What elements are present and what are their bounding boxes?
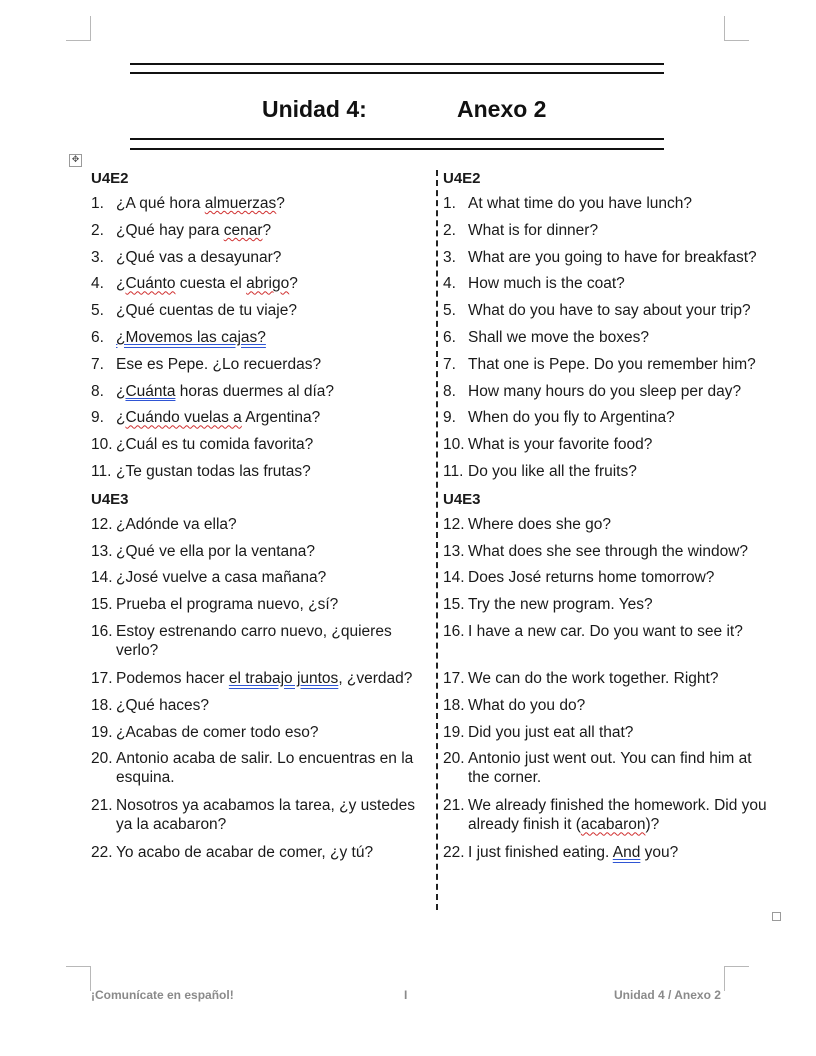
spanish-item (91, 382, 431, 401)
crop-mark-bottom-left (66, 966, 91, 991)
grammar-flag: And (612, 844, 641, 862)
item-text (468, 844, 678, 861)
text-segment: What do you have to say about your trip? (468, 302, 751, 320)
item-number: 9. (91, 409, 104, 427)
text-segment: ¿José vuelve a casa mañana? (116, 569, 327, 587)
title-unit: Unidad 4: (262, 96, 367, 122)
text-segment: ¿Cuál es tu comida favorita? (116, 436, 314, 454)
item-number: 3. (91, 248, 104, 266)
text-segment: ¿Qué haces? (116, 696, 210, 714)
table-move-handle-icon[interactable]: ✥ (69, 154, 82, 167)
item-text (116, 670, 412, 687)
item-number: 15. (91, 596, 113, 614)
item-text (116, 750, 413, 786)
spanish-item (91, 194, 431, 213)
footer-unit-annex: Unidad 4 / Anexo 2 (614, 988, 721, 1002)
spelling-flag: almuerzas (204, 195, 277, 212)
item-number: 17. (91, 669, 113, 687)
text-segment: Estoy estrenando carro nuevo, ¿quieres verlo? (116, 622, 392, 659)
spanish-item (91, 696, 431, 715)
text-segment: Antonio acaba de salir. Lo encuentras en la esquina. (116, 750, 414, 787)
text-segment: ? (262, 221, 272, 239)
item-number: 5. (91, 302, 104, 320)
text-segment: What does she see through the window? (468, 542, 749, 560)
section-heading-u4e3: U4E3 (443, 490, 481, 508)
item-number: 8. (91, 382, 104, 400)
item-number: 22. (443, 844, 465, 862)
text-segment: What do you do? (468, 696, 586, 714)
crop-mark-top-left (66, 16, 91, 41)
text-segment: ¿ (116, 382, 126, 400)
item-text (116, 329, 266, 346)
english-item (443, 515, 773, 534)
item-number: 15. (443, 596, 465, 614)
footer-book-title: ¡Comunícate en español! (91, 988, 234, 1002)
item-text (468, 222, 598, 239)
item-number: 13. (91, 542, 113, 560)
english-item (443, 843, 773, 862)
spanish-item (91, 749, 431, 787)
text-segment: ¿A qué hora (116, 195, 205, 212)
text-segment: I just finished eating. (468, 844, 613, 862)
item-text (468, 670, 718, 687)
section-heading-u4e3: U4E3 (91, 490, 129, 508)
text-segment: cuesta el (175, 275, 247, 293)
english-item (443, 568, 773, 587)
spanish-item (91, 796, 431, 834)
text-segment: ? (289, 275, 298, 293)
item-text (116, 409, 320, 426)
header-rule-top-2 (130, 72, 664, 74)
text-segment: How many hours do you sleep per day? (468, 382, 742, 400)
item-text (116, 724, 318, 741)
text-segment: What are you going to have for breakfast? (468, 248, 757, 266)
item-number: 12. (91, 515, 113, 533)
end-of-cell-mark (772, 912, 781, 921)
item-number: 10. (91, 436, 113, 454)
spelling-flag: Cuándo vuelas a (125, 409, 242, 427)
spanish-item (91, 408, 431, 427)
spanish-item (91, 723, 431, 742)
text-segment: At what time do you have lunch? (468, 195, 693, 212)
spanish-item (91, 221, 431, 240)
item-text (468, 724, 633, 741)
item-number: 10. (443, 436, 465, 454)
item-number: 20. (91, 750, 113, 768)
item-text (468, 797, 767, 833)
text-segment: horas duermes al día? (175, 382, 334, 400)
item-text (468, 596, 653, 613)
spanish-item (91, 568, 431, 587)
english-list-u4e2 (443, 194, 773, 481)
item-number: 2. (91, 221, 104, 239)
item-number: 12. (443, 515, 465, 533)
item-text (116, 516, 237, 533)
spelling-flag: abrigo (246, 275, 290, 293)
text-segment: ¿Acabas de comer todo eso? (116, 723, 319, 741)
english-item (443, 274, 773, 293)
spanish-item (91, 669, 431, 688)
spelling-flag: acabaron (580, 816, 646, 834)
text-segment: ¿Qué ve ella por la ventana? (116, 542, 316, 560)
crop-mark-top-right (724, 16, 749, 41)
spanish-item (91, 248, 431, 267)
text-segment: That one is Pepe. Do you remember him? (468, 355, 756, 373)
text-segment: ? (276, 195, 285, 212)
spanish-item (91, 595, 431, 614)
header-rule-top-1 (130, 63, 664, 65)
item-number: 14. (443, 569, 465, 587)
item-number: 14. (91, 569, 113, 587)
header-rule-bottom-2 (130, 148, 664, 150)
item-number: 13. (443, 542, 465, 560)
text-segment: We already finished the homework. Did you already finish it ( (468, 797, 767, 834)
item-number: 3. (443, 248, 456, 266)
title-annex: Anexo 2 (457, 96, 547, 122)
item-number: 6. (443, 328, 456, 346)
spanish-item (91, 355, 431, 374)
spanish-item (91, 515, 431, 534)
item-text (468, 275, 625, 292)
item-text (468, 383, 741, 400)
item-number: 11. (443, 462, 464, 480)
item-text (468, 302, 751, 319)
spanish-list-u4e3 (91, 515, 431, 863)
item-text (116, 697, 209, 714)
item-text (116, 302, 297, 319)
item-text (116, 463, 311, 480)
english-item (443, 408, 773, 427)
column-divider (436, 170, 438, 910)
english-item (443, 749, 773, 787)
english-item (443, 622, 773, 660)
english-item (443, 796, 773, 834)
item-text (468, 356, 756, 373)
item-text (116, 797, 415, 833)
text-segment: ¿Adónde va ella? (116, 515, 237, 533)
item-text (116, 569, 326, 586)
item-number: 19. (443, 723, 465, 741)
english-column (443, 168, 773, 870)
text-segment: )? (645, 816, 660, 834)
item-number: 7. (443, 355, 456, 373)
english-item (443, 382, 773, 401)
spanish-item (91, 301, 431, 320)
item-text (468, 329, 649, 346)
footer-page-number: I (404, 988, 408, 1002)
item-text (468, 516, 611, 533)
crop-mark-bottom-right (724, 966, 749, 991)
text-segment: What is for dinner? (468, 221, 599, 239)
item-number: 1. (443, 195, 456, 212)
english-item (443, 696, 773, 715)
english-item (443, 542, 773, 561)
item-number: 1. (91, 195, 104, 212)
text-segment: How much is the coat? (468, 275, 625, 293)
text-segment: Antonio just went out. You can find him at the corner. (468, 750, 752, 787)
text-segment: Ese es Pepe. ¿Lo recuerdas? (116, 355, 322, 373)
english-item (443, 194, 773, 213)
text-segment: ¿ (116, 409, 126, 427)
english-item (443, 462, 773, 481)
text-segment: Did you just eat all that? (468, 723, 634, 741)
item-number: 20. (443, 750, 465, 768)
text-segment: We can do the work together. Right? (468, 669, 719, 687)
text-segment: Where does she go? (468, 515, 612, 533)
item-text (116, 844, 373, 861)
text-segment: ¿Qué vas a desayunar? (116, 248, 282, 266)
item-text (468, 543, 748, 560)
item-number: 16. (443, 622, 465, 640)
text-segment: Nosotros ya acabamos la tarea, ¿y ustedes ya la acabaron? (116, 797, 415, 834)
item-text (468, 409, 675, 426)
text-segment: What is your favorite food? (468, 436, 653, 454)
item-number: 8. (443, 382, 456, 400)
item-number: 18. (443, 696, 465, 714)
text-segment: ¿Qué cuentas de tu viaje? (116, 302, 297, 320)
section-heading-u4e2: U4E2 (91, 170, 129, 187)
spanish-item (91, 622, 431, 660)
spanish-item (91, 843, 431, 862)
item-number: 2. (443, 221, 456, 239)
item-text (468, 436, 652, 453)
item-text (116, 275, 298, 292)
text-segment: Shall we move the boxes? (468, 328, 649, 346)
text-segment: When do you fly to Argentina? (468, 409, 675, 427)
item-text (468, 463, 637, 480)
spanish-item (91, 462, 431, 481)
spanish-list-u4e2 (91, 194, 431, 481)
text-segment: Yo acabo de acabar de comer, ¿y tú? (116, 844, 374, 862)
item-text (116, 356, 321, 373)
item-text (468, 623, 743, 640)
grammar-flag: ¿Movemos las cajas? (116, 328, 266, 346)
item-number: 21. (91, 797, 113, 815)
item-number: 17. (443, 669, 465, 687)
text-segment: Argentina? (241, 409, 321, 427)
spanish-item (91, 435, 431, 454)
item-text (116, 623, 392, 659)
item-text (116, 222, 271, 239)
text-segment: Do you like all the fruits? (468, 462, 637, 480)
item-text (468, 249, 757, 266)
item-number: 11. (91, 462, 112, 480)
spelling-flag: Cuánto (125, 275, 176, 293)
english-item (443, 595, 773, 614)
english-item (443, 723, 773, 742)
english-list-u4e3 (443, 515, 773, 863)
item-number: 21. (443, 797, 465, 815)
text-segment: ¿Qué hay para (116, 221, 224, 239)
english-item (443, 328, 773, 347)
spanish-item (91, 328, 431, 347)
english-item (443, 301, 773, 320)
item-number: 18. (91, 696, 113, 714)
grammar-flag: Cuánta (125, 382, 176, 400)
text-segment: , ¿verdad? (338, 669, 413, 687)
text-segment: Prueba el programa nuevo, ¿sí? (116, 596, 339, 614)
text-segment: Podemos hacer (116, 669, 229, 687)
spanish-column (91, 168, 431, 870)
spelling-flag: cenar (223, 221, 263, 239)
item-text (116, 249, 281, 266)
english-item (443, 248, 773, 267)
english-item (443, 435, 773, 454)
item-text (468, 697, 585, 714)
item-number: 6. (91, 328, 104, 346)
english-item (443, 669, 773, 688)
item-number: 5. (443, 302, 456, 320)
item-text (468, 569, 714, 586)
item-text (116, 436, 313, 453)
text-segment: Does José returns home tomorrow? (468, 569, 715, 587)
item-text (116, 543, 315, 560)
item-number: 19. (91, 723, 113, 741)
grammar-flag: el trabajo juntos (228, 669, 339, 687)
item-text (468, 750, 752, 786)
text-segment: ¿ (116, 275, 126, 293)
item-text (116, 383, 334, 400)
spanish-item (91, 274, 431, 293)
section-heading-u4e2: U4E2 (443, 170, 481, 187)
item-number: 4. (443, 275, 456, 293)
header-rule-bottom-1 (130, 138, 664, 140)
text-segment: ¿Te gustan todas las frutas? (116, 462, 311, 480)
english-item (443, 221, 773, 240)
item-text (116, 596, 338, 613)
text-segment: Try the new program. Yes? (468, 596, 653, 614)
text-segment: you? (640, 844, 679, 862)
item-text (116, 195, 285, 212)
item-number: 16. (91, 622, 113, 640)
english-item (443, 355, 773, 374)
item-text (468, 195, 692, 212)
text-segment: I have a new car. Do you want to see it? (468, 622, 743, 640)
spanish-item (91, 542, 431, 561)
item-number: 22. (91, 844, 113, 862)
item-number: 4. (91, 275, 104, 293)
item-number: 7. (91, 355, 104, 373)
item-number: 9. (443, 409, 456, 427)
